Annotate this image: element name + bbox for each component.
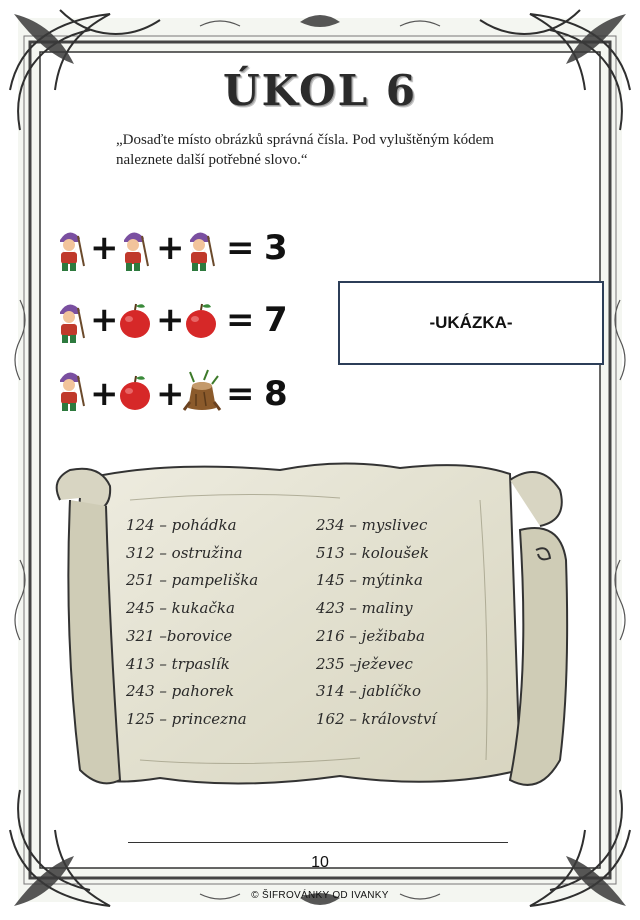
plus-sign: + — [90, 228, 119, 268]
code-entry: 245 – kukačka — [126, 599, 235, 618]
apple-icon — [184, 298, 218, 344]
equation-row-3 — [50, 364, 310, 414]
code-entry: 162 – království — [316, 709, 437, 728]
code-entry: 423 – maliny — [316, 599, 413, 618]
code-entry: 314 – jablíčko — [316, 682, 421, 701]
code-entry: 216 – ježibaba — [316, 626, 425, 645]
plus-sign: + — [156, 228, 185, 268]
plus-sign: + — [90, 374, 119, 414]
plus-sign: + — [156, 300, 185, 340]
plus-sign: + — [156, 374, 185, 414]
equals-sign: = — [226, 300, 255, 340]
equals-sign: = — [226, 228, 255, 268]
equation-result: 8 — [264, 374, 288, 414]
answer-box-label: -UKÁZKA- — [429, 313, 513, 332]
code-entry: 243 – pahorek — [126, 682, 235, 701]
dwarf-icon — [52, 226, 86, 272]
dwarf-icon — [182, 226, 216, 272]
equation-result: 3 — [264, 228, 288, 268]
code-entry: 124 – pohádka — [126, 516, 237, 534]
code-entry: 145 – mýtinka — [316, 571, 423, 590]
copyright-text: © ŠIFROVÁNKY OD IVANKY — [251, 890, 389, 901]
code-entry: 125 – princezna — [126, 709, 247, 728]
code-entry: 251 – pampeliška — [126, 571, 259, 590]
answer-box — [338, 281, 604, 365]
code-entry: 235 –ježevec — [316, 654, 413, 673]
equals-sign: = — [226, 374, 255, 414]
dwarf-icon — [116, 226, 150, 272]
apple-icon — [118, 370, 152, 416]
page-title: ÚKOL 6 — [223, 66, 417, 115]
code-list-left — [126, 512, 326, 734]
plus-sign: + — [90, 300, 119, 340]
equation-row-1 — [50, 224, 310, 274]
code-entry: 321 –borovice — [126, 626, 233, 645]
code-entry: 312 – ostružina — [126, 543, 243, 562]
instructions-text: „Dosaďte místo obrázků správná čísla. Pod vyluštěným kódem naleznete další potřebné slovo.“ — [116, 132, 494, 168]
dwarf-icon — [52, 366, 86, 412]
code-entry: 513 – koloušek — [316, 543, 429, 562]
tree-stump-icon — [182, 368, 222, 412]
code-entry: 234 – myslivec — [316, 516, 428, 534]
apple-icon — [118, 298, 152, 344]
page-number: 10 — [311, 854, 329, 871]
code-entry: 413 – trpaslík — [126, 654, 230, 673]
code-list-right — [316, 512, 516, 734]
footer-divider — [128, 842, 508, 843]
equation-row-2 — [50, 296, 310, 346]
dwarf-icon — [52, 298, 86, 344]
equation-result: 7 — [264, 300, 288, 340]
